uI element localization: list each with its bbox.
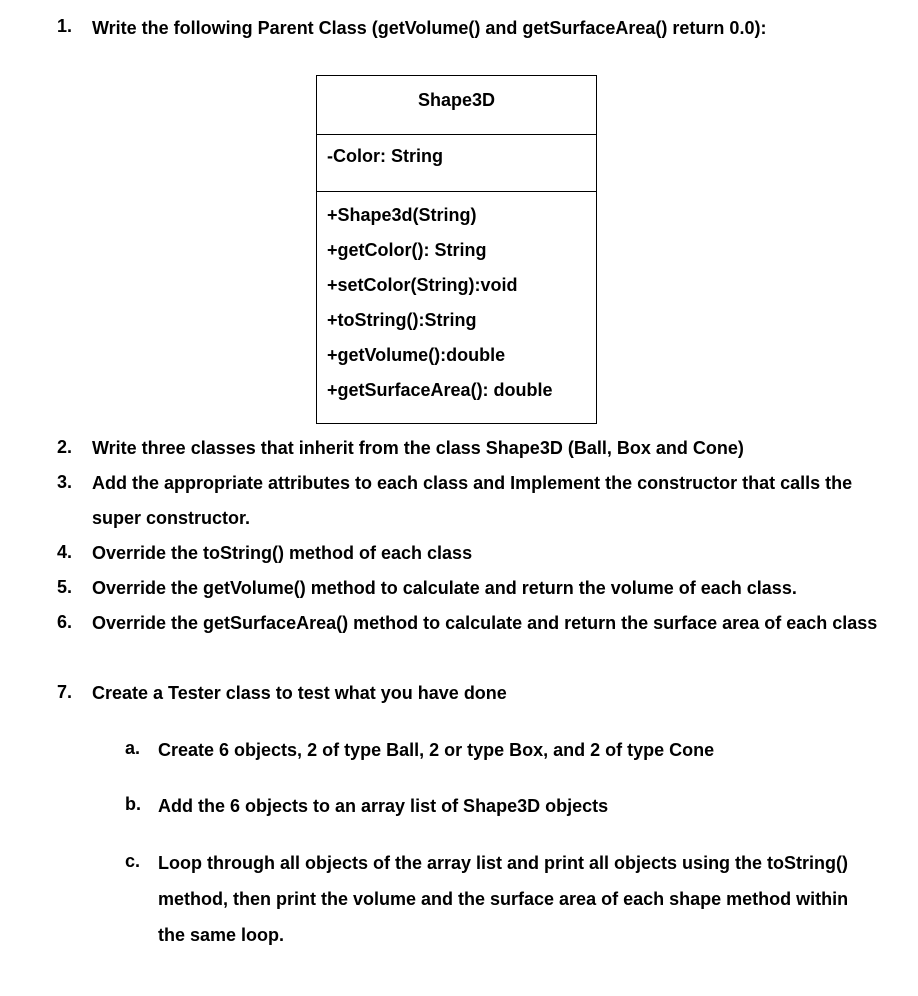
item-number: 3. — [57, 472, 73, 492]
item-text: Add the appropriate attributes to each class and Implement the constructor that calls the super constructor. — [92, 473, 853, 528]
item-text: Override the getSurfaceArea() method to calculate and return the surface area of each class — [92, 613, 878, 633]
item-number: 4. — [57, 542, 73, 562]
uml-attribute: -Color: String — [327, 146, 443, 166]
uml-method: +toString():String — [327, 310, 477, 330]
subitem-text: Create 6 objects, 2 of type Ball, 2 or type Box, and 2 of type Cone — [158, 740, 715, 760]
uml-class-name: Shape3D — [317, 76, 596, 135]
uml-method: +getSurfaceArea(): double — [327, 380, 553, 400]
item-number: 1. — [57, 16, 73, 36]
item-text: Create a Tester class to test what you have done — [92, 683, 507, 703]
item-text: Write the following Parent Class (getVolume() and getSurfaceArea() return 0.0): — [92, 18, 767, 38]
uml-attributes — [317, 135, 596, 192]
subitem-letter: b. — [125, 794, 141, 814]
subitem-text: Add the 6 objects to an array list of Shape3D objects — [158, 796, 609, 816]
item-number: 6. — [57, 612, 73, 632]
item-text: Write three classes that inherit from the class Shape3D (Ball, Box and Cone) — [92, 438, 744, 458]
item-text: Override the toString() method of each class — [92, 543, 473, 563]
subitem-letter: a. — [125, 738, 141, 758]
item-number: 2. — [57, 437, 73, 457]
uml-class-diagram — [316, 75, 597, 424]
uml-method: +getColor(): String — [327, 240, 487, 260]
uml-method: +setColor(String):void — [327, 275, 518, 295]
item-number: 7. — [57, 682, 73, 702]
item-number: 5. — [57, 577, 73, 597]
item-text: Override the getVolume() method to calculate and return the volume of each class. — [92, 578, 797, 598]
subitem-text: Loop through all objects of the array list and print all objects using the toString() method, then print the volume and the surface area of each shape method within the same loop. — [158, 853, 849, 945]
subitem-letter: c. — [125, 851, 141, 871]
uml-method: +Shape3d(String) — [327, 205, 477, 225]
uml-method: +getVolume():double — [327, 345, 506, 365]
uml-methods — [317, 192, 596, 408]
